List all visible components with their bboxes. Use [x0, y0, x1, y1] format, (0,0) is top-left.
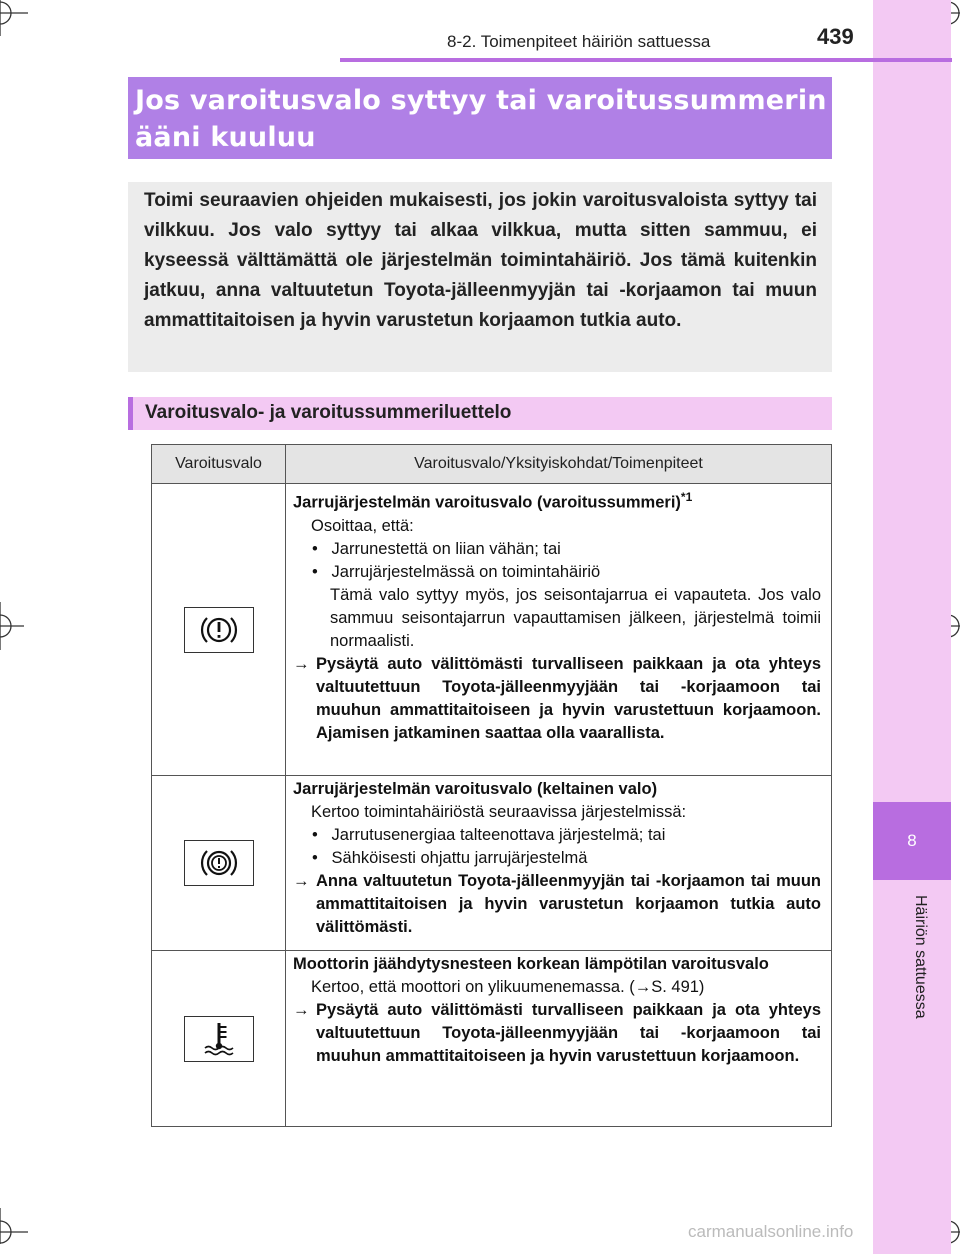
row-title: Jarrujärjestelmän varoitusvalo (varoitussummeri): [293, 493, 681, 512]
chapter-title-vertical: Häiriön sattuessa: [912, 895, 929, 1019]
arrow-icon: →: [293, 1001, 310, 1019]
icon-cell: [152, 484, 286, 776]
bullet-item: • Jarrujärjestelmässä on toimintahäiriö: [312, 562, 601, 581]
details-cell: [286, 776, 832, 951]
brake-system-yellow-icon: [184, 840, 254, 886]
page-title-box: [128, 77, 832, 159]
row-note: Tämä valo syttyy myös, jos seisontajarrua ei vapauteta. Jos valo sammuu seisontajarrun vapauttamisen jälkeen, järjestelmä toimii normaalisti.: [330, 585, 821, 650]
row-title: Jarrujärjestelmän varoitusvalo (keltainen valo): [293, 780, 658, 798]
section-heading: 8-2. Toimenpiteet häiriön sattuessa: [447, 32, 711, 51]
details-cell: [286, 951, 832, 1127]
chapter-number-tab: 8: [873, 802, 951, 880]
chapter-sidebar: [873, 0, 951, 1254]
table-row: [152, 951, 832, 1127]
warning-light-table: [151, 444, 832, 1127]
table-row: [152, 484, 832, 776]
bullet-item: • Jarrunestettä on liian vähän; tai: [312, 539, 561, 558]
arrow-icon: →: [293, 872, 310, 890]
details-cell: [286, 484, 832, 776]
header-rule: [340, 58, 952, 62]
table-row: [152, 776, 832, 951]
crop-mark-mid-left: [0, 602, 36, 650]
row-title: Moottorin jäähdytysnesteen korkean lämpötilan varoitusvalo: [293, 955, 769, 973]
intro-paragraph: Toimi seuraavien ohjeiden mukaisesti, jos jokin varoitusvaloista syttyy tai vilkkuu. Jos valo syttyy tai alkaa vilkkua, mutta sitten sammuu, ei kyseessä välttämättä ole järjestelmän toimintahäiriö. Jos tämä kuitenkin jatkuu, anna valtuutetun Toyota-jälleenmyyjän tai -korjaamon tai muun ammattitaitoisen ja hyvin varustetun korjaamon tutkia auto.: [144, 190, 817, 331]
arrow-icon: →: [293, 654, 310, 673]
column-header-details: Varoitusvalo/Yksityiskohdat/Toimenpiteet: [286, 445, 832, 484]
subheading-box: [128, 397, 832, 430]
crop-mark-bottom-left: [0, 1208, 36, 1256]
bullet-item: • Sähköisesti ohjattu jarrujärjestelmä: [312, 849, 588, 867]
action-text: → Pysäytä auto välittömästi turvalliseen paikkaan ja ota yhteys valtuutettuun Toyota-jälleenmyyjään tai -korjaamoon tai muuhun ammattitaitoiseen ja hyvin varustettuun korjaamoon.: [293, 1001, 821, 1065]
watermark: carmanualsonline.info: [688, 1222, 854, 1241]
row-intro: Kertoo, että moottori on ylikuumenemassa. (→S. 491): [311, 978, 705, 996]
page-title: Jos varoitusvalo syttyy tai varoitussummerin ääni kuuluu: [135, 85, 827, 153]
row-intro: Osoittaa, että:: [311, 516, 414, 535]
brake-warning-icon: [184, 607, 254, 653]
column-header-icon: Varoitusvalo: [152, 445, 286, 484]
table-header-row: [152, 445, 832, 484]
subheading: Varoitusvalo- ja varoitussummeriluettelo: [145, 402, 512, 423]
intro-box: [128, 182, 832, 372]
crop-mark-top-left: [0, 0, 36, 36]
footnote-ref: *1: [680, 490, 693, 504]
bullet-item: • Jarrutusenergiaa talteenottava järjestelmä; tai: [312, 826, 666, 844]
coolant-temperature-icon: [184, 1016, 254, 1062]
action-text: → Anna valtuutetun Toyota-jälleenmyyjän tai -korjaamon tai muun ammattitaitoisen ja hyvin varustetun korjaamon tutkia auto välittömästi.: [293, 872, 821, 936]
page-number: 439: [817, 24, 854, 49]
icon-cell: [152, 951, 286, 1127]
row-intro: Kertoo toimintahäiriöstä seuraavissa järjestelmissä:: [311, 803, 687, 821]
action-text: → Pysäytä auto välittömästi turvalliseen paikkaan ja ota yhteys valtuutettuun Toyota-jälleenmyyjään tai -korjaamoon tai muuhun ammattitaitoiseen ja hyvin varustettuun korjaamoon. Ajamisen jatkaminen saattaa olla vaarallista.: [293, 654, 821, 742]
icon-cell: [152, 776, 286, 951]
